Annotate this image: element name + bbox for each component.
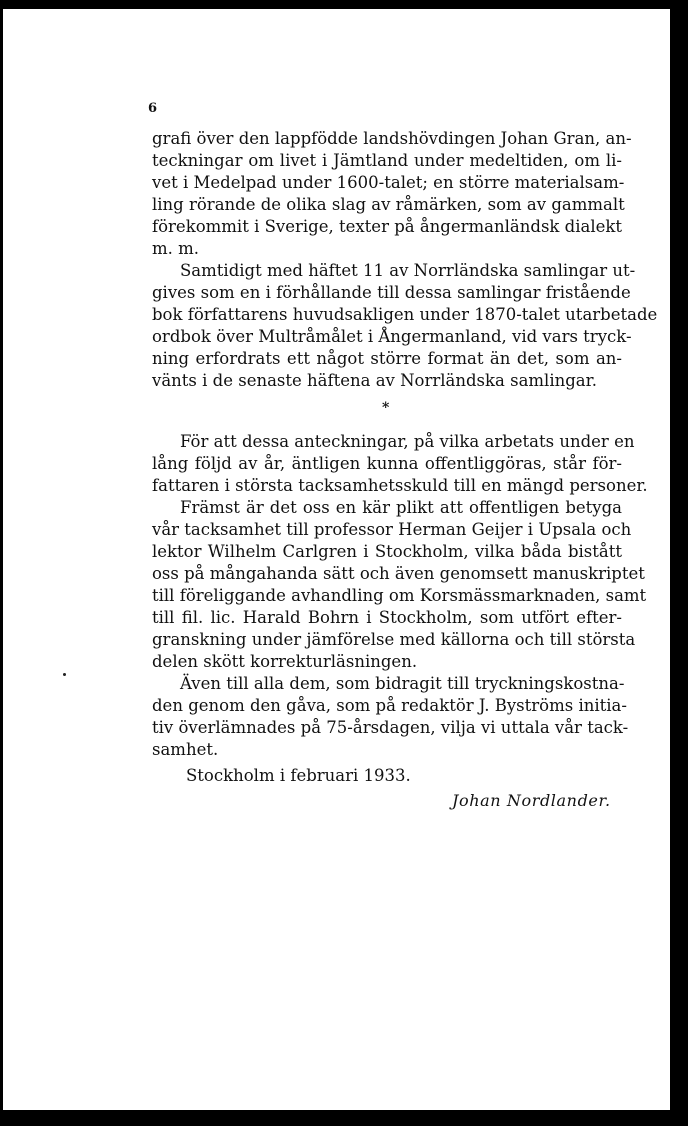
text-line: m. m. <box>152 239 200 258</box>
text-line: För att dessa anteckningar, på vilka arbetats under en <box>180 432 635 451</box>
scan-border-right <box>670 0 688 1126</box>
text-line: gives som en i förhållande till dessa samlingar fristående <box>152 283 631 302</box>
place-and-date: Stockholm i februari 1933. <box>186 766 411 785</box>
text-line: grafi över den lappfödde landshövdingen Johan Gran, an- <box>152 129 632 148</box>
page-number: 6 <box>148 101 158 116</box>
author-signature: Johan Nordlander. <box>452 791 611 810</box>
text-line: tiv överlämnades på 75-årsdagen, vilja vi uttala vår tack- <box>152 718 629 737</box>
text-line: Samtidigt med häftet 11 av Norrländska samlingar ut- <box>180 261 636 280</box>
text-line: ning erfordrats ett något större format än det, som an- <box>152 349 622 368</box>
text-line: lång följd av år, äntligen kunna offentliggöras, står för- <box>152 454 622 473</box>
text-line: vet i Medelpad under 1600-talet; en större materialsam- <box>152 173 625 192</box>
text-line: lektor Wilhelm Carlgren i Stockholm, vilka båda bistått <box>152 542 622 561</box>
text-line: vänts i de senaste häftena av Norrländska samlingar. <box>152 371 597 390</box>
text-line: granskning under jämförelse med källorna och till största <box>152 630 636 649</box>
text-line: teckningar om livet i Jämtland under medeltiden, om li- <box>152 151 622 170</box>
scan-border-top <box>0 0 688 9</box>
text-line: den genom den gåva, som på redaktör J. Byströms initia- <box>152 696 627 715</box>
text-line: vår tacksamhet till professor Herman Geijer i Upsala och <box>152 520 632 539</box>
scan-border-bottom <box>0 1110 688 1126</box>
text-line: ling rörande de olika slag av råmärken, som av gammalt <box>152 195 625 214</box>
text-line: Främst är det oss en kär plikt att offentligen betyga <box>180 498 622 517</box>
text-line: samhet. <box>152 740 219 759</box>
text-line: ordbok över Multråmålet i Ångermanland, vid vars tryck- <box>152 327 632 346</box>
text-line: delen skött korrekturläsningen. <box>152 652 418 671</box>
text-line: fattaren i största tacksamhetsskuld till en mängd personer. <box>152 476 648 495</box>
scan-border-left <box>0 0 3 1126</box>
text-line: förekommit i Sverige, texter på ångermanländsk dialekt <box>152 217 622 236</box>
text-line: till fil. lic. Harald Bohrn i Stockholm, som utfört efter- <box>152 608 622 627</box>
text-line: oss på mångahanda sätt och även genomsett manuskriptet <box>152 564 645 583</box>
text-line: bok författarens huvudsakligen under 1870-talet utarbetade <box>152 305 658 324</box>
scan-speck <box>63 673 66 676</box>
section-separator: * <box>382 400 390 416</box>
text-line: Även till alla dem, som bidragit till tryckningskostna- <box>180 674 625 693</box>
text-line: till föreliggande avhandling om Korsmässmarknaden, samt <box>152 586 647 605</box>
